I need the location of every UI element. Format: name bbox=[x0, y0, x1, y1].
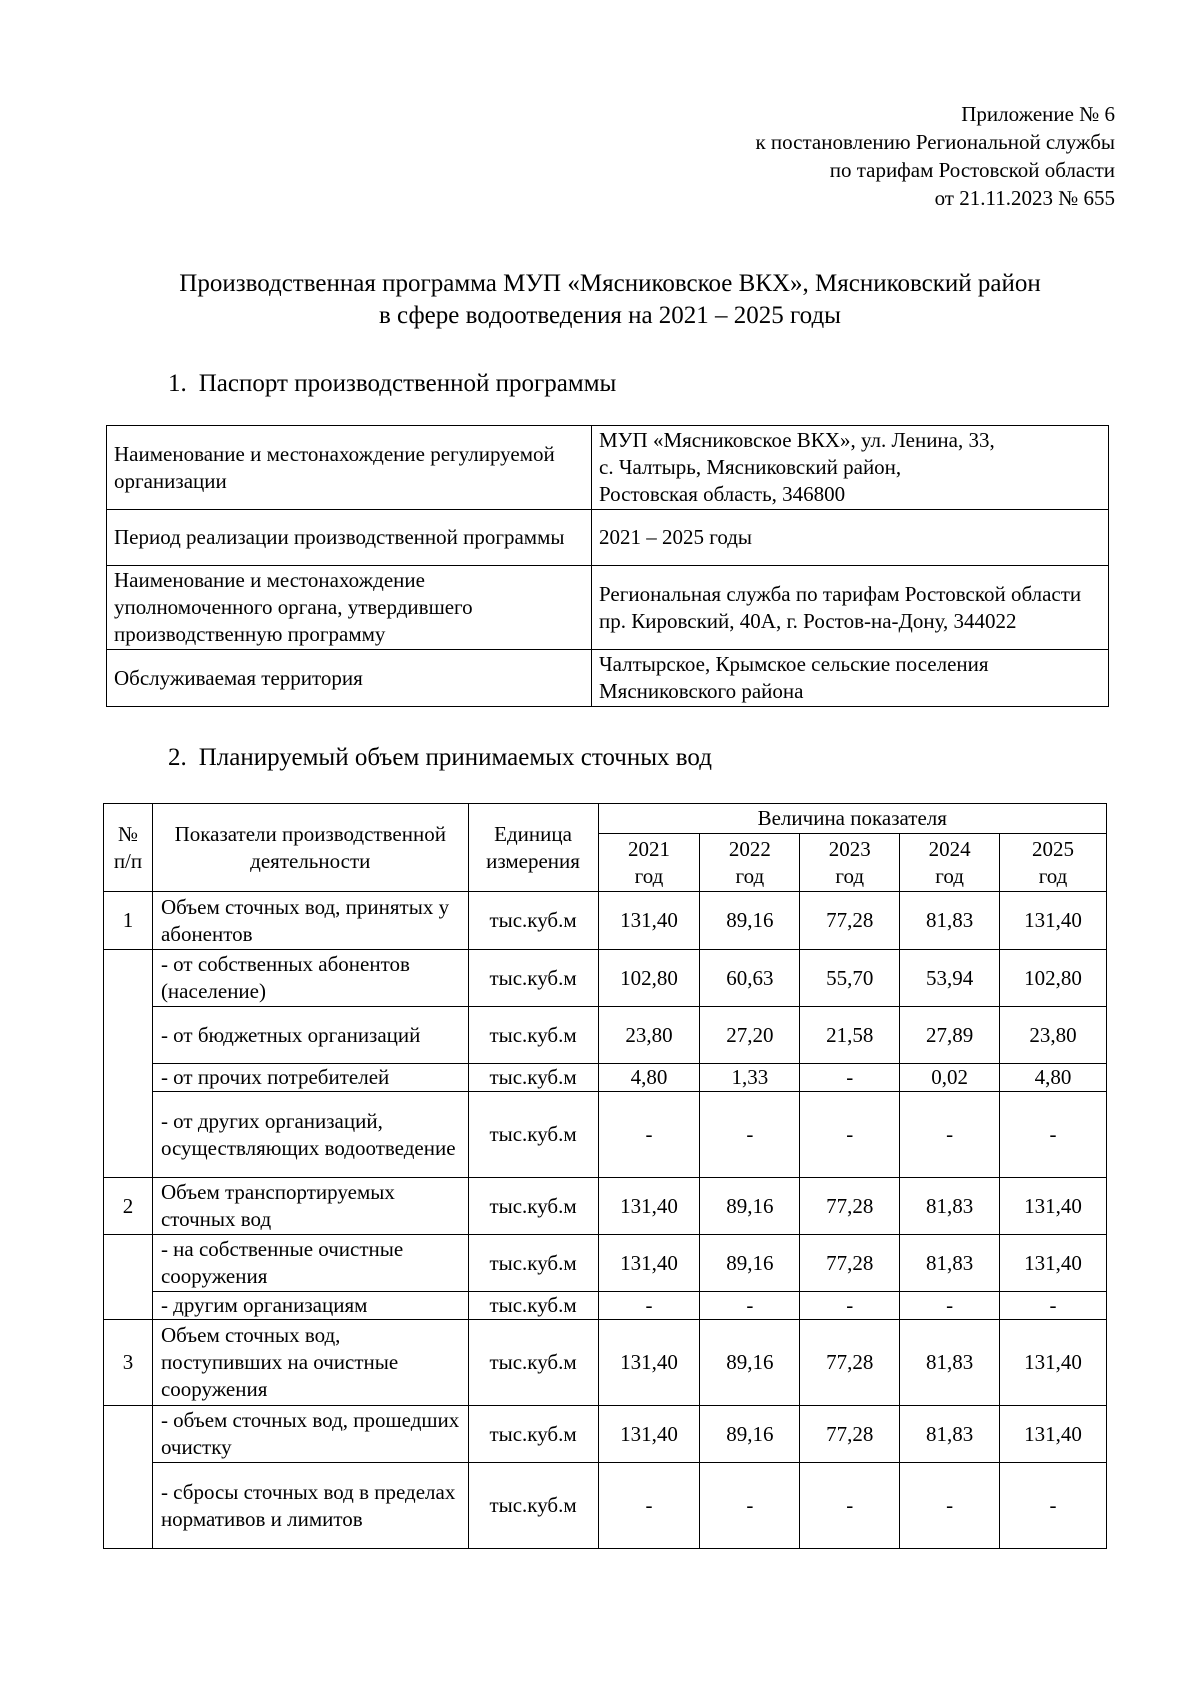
table-header-row bbox=[104, 804, 1107, 834]
appendix-line: к постановлению Региональной службы bbox=[755, 130, 1115, 154]
value-cell: 131,40 bbox=[598, 1406, 700, 1463]
value-cell: - bbox=[800, 1092, 900, 1178]
appendix-line: по тарифам Ростовской области bbox=[829, 158, 1115, 182]
table-row bbox=[104, 1064, 1107, 1092]
value-cell: 77,28 bbox=[800, 1406, 900, 1463]
table-row bbox=[104, 1292, 1107, 1320]
table-cell-value: Чалтырское, Крымское сельские поселения Мясниковского района bbox=[592, 650, 1109, 707]
value-cell: - bbox=[900, 1463, 1000, 1549]
unit-cell: тыс.куб.м bbox=[468, 1406, 598, 1463]
table-cell-value: Региональная служба по тарифам Ростовской области пр. Кировский, 40А, г. Ростов-на-Дону, 344022 bbox=[592, 566, 1109, 650]
value-cell: - bbox=[800, 1064, 900, 1092]
value-cell: 0,02 bbox=[900, 1064, 1000, 1092]
row-number-cell: 1 bbox=[104, 892, 153, 950]
value-cell: 23,80 bbox=[1000, 1007, 1107, 1064]
table-row bbox=[104, 1406, 1107, 1463]
value-cell: - bbox=[1000, 1292, 1107, 1320]
value-cell: 21,58 bbox=[800, 1007, 900, 1064]
title-line: Производственная программа МУП «Мясниковское ВКХ», Мясниковский район bbox=[179, 270, 1041, 297]
value-cell: 77,28 bbox=[800, 1178, 900, 1235]
value-cell: 1,33 bbox=[700, 1064, 800, 1092]
table-body bbox=[104, 892, 1107, 1549]
indicator-name-cell: Объем сточных вод, принятых у абонентов bbox=[152, 892, 468, 950]
value-cell: 77,28 bbox=[800, 1320, 900, 1406]
section-number: 1. bbox=[168, 370, 187, 397]
section-title: Планируемый объем принимаемых сточных вод bbox=[198, 744, 712, 771]
value-cell: 60,63 bbox=[700, 950, 800, 1007]
value-cell: 77,28 bbox=[800, 1235, 900, 1292]
value-cell: 27,89 bbox=[900, 1007, 1000, 1064]
value-cell: 81,83 bbox=[900, 1406, 1000, 1463]
value-cell: - bbox=[700, 1463, 800, 1549]
table-row bbox=[104, 1178, 1107, 1235]
table-cell-value: 2021 – 2025 годы bbox=[592, 510, 1109, 566]
table-row bbox=[107, 650, 1109, 707]
table-row bbox=[104, 1007, 1107, 1064]
header-num: № п/п bbox=[104, 804, 153, 892]
table-row bbox=[104, 1235, 1107, 1292]
value-cell: - bbox=[1000, 1463, 1107, 1549]
value-cell: - bbox=[598, 1463, 700, 1549]
value-cell: - bbox=[800, 1463, 900, 1549]
section-heading-passport bbox=[168, 368, 616, 400]
value-cell: 89,16 bbox=[700, 1178, 800, 1235]
indicator-name-cell: - от других организаций, осуществляющих водоотведение bbox=[152, 1092, 468, 1178]
value-cell: 131,40 bbox=[1000, 1178, 1107, 1235]
unit-cell: тыс.куб.м bbox=[468, 1463, 598, 1549]
unit-cell: тыс.куб.м bbox=[468, 892, 598, 950]
indicator-name-cell: Объем сточных вод, поступивших на очистные сооружения bbox=[152, 1320, 468, 1406]
value-cell: - bbox=[700, 1092, 800, 1178]
value-cell: 131,40 bbox=[598, 1178, 700, 1235]
value-cell: - bbox=[598, 1092, 700, 1178]
indicator-name-cell: - сбросы сточных вод в пределах нормативов и лимитов bbox=[152, 1463, 468, 1549]
section-number: 2. bbox=[168, 744, 187, 771]
table-row bbox=[104, 892, 1107, 950]
value-cell: 131,40 bbox=[598, 892, 700, 950]
row-number-cell-group bbox=[104, 1406, 153, 1549]
value-cell: 81,83 bbox=[900, 1320, 1000, 1406]
value-cell: - bbox=[900, 1092, 1000, 1178]
table-cell-label: Наименование и местонахождение уполномоченного органа, утвердившего производственную программу bbox=[107, 566, 592, 650]
value-cell: 81,83 bbox=[900, 892, 1000, 950]
table-row bbox=[107, 426, 1109, 510]
value-cell: 23,80 bbox=[598, 1007, 700, 1064]
appendix-line: Приложение № 6 bbox=[961, 102, 1115, 126]
value-cell: 131,40 bbox=[1000, 1235, 1107, 1292]
value-cell: 81,83 bbox=[900, 1178, 1000, 1235]
table-row bbox=[104, 1320, 1107, 1406]
appendix-header bbox=[755, 100, 1115, 212]
row-number-cell: 3 bbox=[104, 1320, 153, 1406]
header-year: 2021 год bbox=[598, 834, 700, 892]
value-cell: 4,80 bbox=[1000, 1064, 1107, 1092]
header-year: 2024 год bbox=[900, 834, 1000, 892]
row-number-cell-group bbox=[104, 1235, 153, 1320]
unit-cell: тыс.куб.м bbox=[468, 950, 598, 1007]
value-cell: - bbox=[598, 1292, 700, 1320]
unit-cell: тыс.куб.м bbox=[468, 1064, 598, 1092]
section-title: Паспорт производственной программы bbox=[198, 370, 617, 397]
unit-cell: тыс.куб.м bbox=[468, 1007, 598, 1064]
table-row bbox=[104, 950, 1107, 1007]
header-indicator: Показатели производственной деятельности bbox=[152, 804, 468, 892]
table-cell-value: МУП «Мясниковское ВКХ», ул. Ленина, 33, с. Чалтырь, Мясниковский район, Ростовская область, 346800 bbox=[592, 426, 1109, 510]
value-cell: 89,16 bbox=[700, 1235, 800, 1292]
indicator-name-cell: - от прочих потребителей bbox=[152, 1064, 468, 1092]
value-cell: - bbox=[800, 1292, 900, 1320]
value-cell: 131,40 bbox=[598, 1320, 700, 1406]
value-cell: - bbox=[900, 1292, 1000, 1320]
value-cell: 102,80 bbox=[598, 950, 700, 1007]
table-row bbox=[107, 510, 1109, 566]
header-year: 2022 год bbox=[700, 834, 800, 892]
value-cell: 4,80 bbox=[598, 1064, 700, 1092]
unit-cell: тыс.куб.м bbox=[468, 1092, 598, 1178]
table-cell-label: Обслуживаемая территория bbox=[107, 650, 592, 707]
indicator-name-cell: Объем транспортируемых сточных вод bbox=[152, 1178, 468, 1235]
indicator-name-cell: - от собственных абонентов (население) bbox=[152, 950, 468, 1007]
value-cell: 131,40 bbox=[598, 1235, 700, 1292]
passport-table bbox=[106, 425, 1109, 707]
row-number-cell-group bbox=[104, 950, 153, 1178]
document-title bbox=[100, 268, 1120, 332]
value-cell: 102,80 bbox=[1000, 950, 1107, 1007]
value-cell: 81,83 bbox=[900, 1235, 1000, 1292]
indicator-name-cell: - на собственные очистные сооружения bbox=[152, 1235, 468, 1292]
appendix-line: от 21.11.2023 № 655 bbox=[934, 186, 1115, 210]
value-cell: 131,40 bbox=[1000, 1320, 1107, 1406]
unit-cell: тыс.куб.м bbox=[468, 1320, 598, 1406]
row-number-cell: 2 bbox=[104, 1178, 153, 1235]
value-cell: 89,16 bbox=[700, 892, 800, 950]
table-row bbox=[104, 1463, 1107, 1549]
header-year: 2023 год bbox=[800, 834, 900, 892]
value-cell: 77,28 bbox=[800, 892, 900, 950]
table-row bbox=[104, 1092, 1107, 1178]
unit-cell: тыс.куб.м bbox=[468, 1292, 598, 1320]
value-cell: 53,94 bbox=[900, 950, 1000, 1007]
value-cell: - bbox=[700, 1292, 800, 1320]
header-unit: Единица измерения bbox=[468, 804, 598, 892]
header-year: 2025 год bbox=[1000, 834, 1107, 892]
table-cell-label: Период реализации производственной программы bbox=[107, 510, 592, 566]
table-cell-label: Наименование и местонахождение регулируемой организации bbox=[107, 426, 592, 510]
unit-cell: тыс.куб.м bbox=[468, 1235, 598, 1292]
value-cell: 131,40 bbox=[1000, 892, 1107, 950]
unit-cell: тыс.куб.м bbox=[468, 1178, 598, 1235]
header-value-group: Величина показателя bbox=[598, 804, 1106, 834]
wastewater-volume-table bbox=[103, 803, 1107, 1549]
value-cell: 131,40 bbox=[1000, 1406, 1107, 1463]
value-cell: 89,16 bbox=[700, 1320, 800, 1406]
indicator-name-cell: - объем сточных вод, прошедших очистку bbox=[152, 1406, 468, 1463]
value-cell: 55,70 bbox=[800, 950, 900, 1007]
section-heading-volumes bbox=[168, 742, 712, 774]
value-cell: - bbox=[1000, 1092, 1107, 1178]
value-cell: 27,20 bbox=[700, 1007, 800, 1064]
table-row bbox=[107, 566, 1109, 650]
indicator-name-cell: - другим организациям bbox=[152, 1292, 468, 1320]
value-cell: 89,16 bbox=[700, 1406, 800, 1463]
title-line: в сфере водоотведения на 2021 – 2025 годы bbox=[379, 302, 841, 329]
indicator-name-cell: - от бюджетных организаций bbox=[152, 1007, 468, 1064]
